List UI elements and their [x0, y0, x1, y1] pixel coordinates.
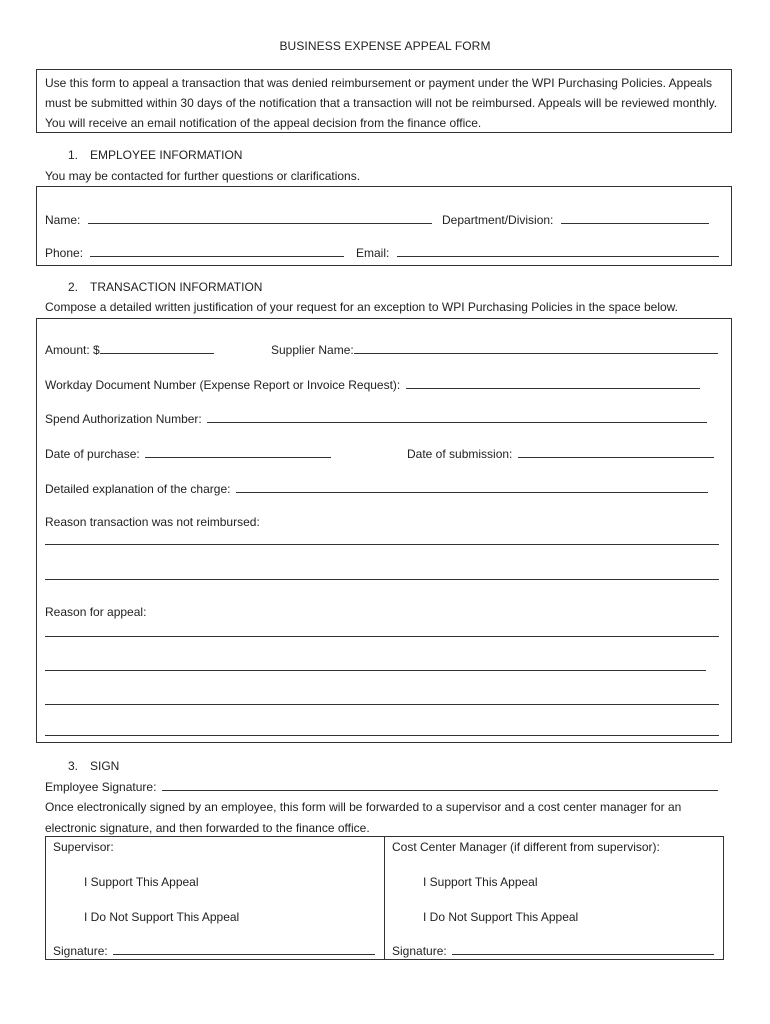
supervisor-header: Supervisor:: [53, 840, 114, 854]
section2-heading: [68, 280, 262, 294]
reason-appeal-line-3[interactable]: [45, 704, 719, 705]
cost-center-signature-label: Signature:: [392, 944, 447, 958]
email-row: [356, 245, 719, 260]
supervisor-signature-label: Signature:: [53, 944, 108, 958]
phone-row: [45, 245, 344, 260]
spend-auth-label: Spend Authorization Number:: [45, 412, 202, 426]
cost-center-signature-row: [392, 943, 714, 958]
workday-row: [45, 377, 700, 392]
reason-appeal-line-2[interactable]: [45, 670, 706, 671]
workday-label: Workday Document Number (Expense Report or Invoice Request):: [45, 378, 401, 392]
date-submission-row: [407, 446, 714, 461]
employee-signature-field[interactable]: [162, 779, 718, 791]
cost-center-support-option[interactable]: I Support This Appeal: [423, 875, 538, 889]
cost-center-not-support-option[interactable]: I Do Not Support This Appeal: [423, 910, 579, 924]
supervisor-not-support-option[interactable]: I Do Not Support This Appeal: [84, 910, 240, 924]
section3-number: 3.: [68, 759, 79, 773]
cost-center-column: [385, 837, 723, 959]
name-label: Name:: [45, 213, 81, 227]
date-submission-field[interactable]: [518, 446, 714, 458]
section2-subtext: Compose a detailed written justification of your request for an exception to WPI Purchasing Policies in the space below.: [45, 300, 679, 314]
supervisor-signature-field[interactable]: [113, 943, 375, 955]
date-submission-label: Date of submission:: [407, 447, 513, 461]
reason-not-reimbursed-line-1[interactable]: [45, 544, 719, 545]
department-label: Department/Division:: [442, 213, 554, 227]
form-title: BUSINESS EXPENSE APPEAL FORM: [279, 39, 491, 53]
date-purchase-label: Date of purchase:: [45, 447, 140, 461]
sign-note: Once electronically signed by an employee, this form will be forwarded to a supervisor and a cost center manager for an electronic signature, and then forwarded to the finance office.: [45, 800, 682, 835]
reason-not-reimbursed-label: Reason transaction was not reimbursed:: [45, 515, 260, 529]
section1-number: 1.: [68, 148, 79, 162]
date-purchase-field[interactable]: [145, 446, 331, 458]
cost-center-header: Cost Center Manager (if different from supervisor):: [392, 840, 660, 854]
supervisor-support-option[interactable]: I Support This Appeal: [84, 875, 199, 889]
intro-box: Use this form to appeal a transaction that was denied reimbursement or payment under the WPI Purchasing Policies. Appeals must be submitted within 30 days of the notification that a transaction will not be reimbursed. Appeals will be reviewed monthly. You will receive an email notification of the appeal decision from the finance office.: [36, 69, 732, 133]
explanation-label: Detailed explanation of the charge:: [45, 482, 231, 496]
cost-center-signature-field[interactable]: [452, 943, 714, 955]
department-field[interactable]: [561, 212, 709, 224]
spend-auth-row: [45, 411, 707, 426]
phone-label: Phone:: [45, 246, 84, 260]
email-field[interactable]: [397, 245, 719, 257]
email-label: Email:: [356, 246, 390, 260]
reason-appeal-line-1[interactable]: [45, 636, 719, 637]
amount-row: [45, 342, 214, 357]
supervisor-column: [46, 837, 385, 959]
supplier-label: Supplier Name:: [271, 343, 354, 357]
workday-field[interactable]: [406, 377, 700, 389]
amount-field[interactable]: [100, 342, 214, 354]
explanation-field[interactable]: [236, 481, 708, 493]
section1-heading: [68, 148, 242, 162]
employee-signature-label: Employee Signature:: [45, 780, 157, 794]
supplier-row: [271, 342, 718, 357]
reason-appeal-label: Reason for appeal:: [45, 605, 147, 619]
section2-number: 2.: [68, 280, 79, 294]
reason-appeal-line-4[interactable]: [45, 735, 719, 736]
name-row: [45, 212, 432, 227]
phone-field[interactable]: [90, 245, 344, 257]
approval-table: [45, 836, 724, 960]
section1-title: EMPLOYEE INFORMATION: [90, 148, 243, 162]
section3-heading: [68, 759, 119, 773]
section1-subtext: You may be contacted for further questions or clarifications.: [45, 169, 361, 183]
employee-signature-row: [45, 779, 718, 794]
reason-not-reimbursed-line-2[interactable]: [45, 579, 719, 580]
date-purchase-row: [45, 446, 331, 461]
supervisor-signature-row: [53, 943, 375, 958]
section3-title: SIGN: [90, 759, 120, 773]
name-field[interactable]: [88, 212, 432, 224]
department-row: [442, 212, 709, 227]
supplier-field[interactable]: [354, 342, 718, 354]
amount-label: Amount: $: [45, 343, 100, 357]
explanation-row: [45, 481, 708, 496]
section2-title: TRANSACTION INFORMATION: [90, 280, 263, 294]
spend-auth-field[interactable]: [207, 411, 707, 423]
